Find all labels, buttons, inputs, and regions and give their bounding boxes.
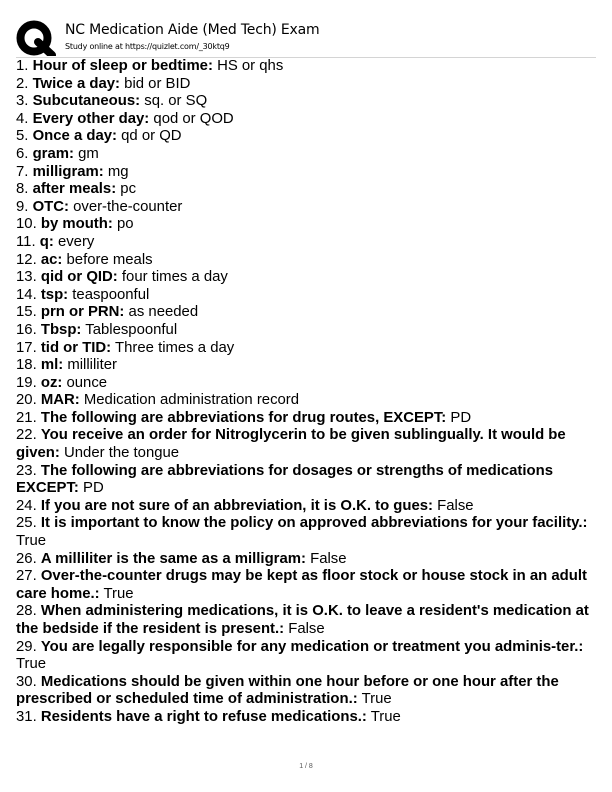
item-term: Twice a day: [32,75,121,92]
item-definition: True [16,656,47,673]
item-definition: pc [120,181,137,198]
list-item [16,515,598,550]
page-number: 1 / 8 [299,763,313,770]
item-definition: True [103,585,134,602]
item-definition: teaspoonful [72,286,150,303]
list-item [16,322,598,340]
item-number: 18. [16,357,37,374]
list-item [16,304,598,322]
item-number: 5. [16,128,29,145]
item-number: 24. [16,497,37,514]
list-item [16,216,598,234]
item-definition: Three times a day [115,339,235,356]
item-number: 28. [16,603,37,620]
item-term: Once a day: [32,128,117,145]
item-term: milligram: [32,163,104,180]
item-term: ac: [40,251,63,268]
list-item [16,146,598,164]
list-item [16,603,598,638]
item-term: When administering medications, it is O.K. to leave a resident's medication at the bedside if the resident is present.: [16,603,589,637]
item-number: 21. [16,409,37,426]
list-item [16,93,598,111]
item-term: Tbsp: [40,321,82,338]
item-number: 13. [16,269,37,286]
item-number: 8. [16,181,29,198]
item-definition: milliliter [67,357,117,374]
item-definition: HS or qhs [217,58,284,74]
item-term: It is important to know the policy on approved abbreviations for your facility.: [40,515,588,532]
item-number: 10. [16,216,37,233]
item-definition: before meals [66,251,153,268]
item-term: by mouth: [40,216,113,233]
item-definition: False [288,621,325,637]
list-item [16,76,598,94]
item-term: after meals: [32,181,117,198]
item-definition: po [116,216,134,233]
item-term: MAR: [40,392,80,409]
quizlet-logo [16,20,56,56]
item-term: A milliliter is the same as a milligram: [40,550,306,567]
item-term: prn or PRN: [40,304,125,321]
item-number: 20. [16,392,37,409]
list-item [16,427,598,462]
item-term: You receive an order for Nitroglycerin to be given sublingually. It would be given: [16,427,566,462]
list-item [16,234,598,252]
item-number: 6. [16,145,29,162]
list-item [16,58,598,76]
item-definition: False [310,550,347,567]
item-definition: True [361,691,392,708]
item-number: 9. [16,198,29,215]
page-header [16,18,596,56]
item-definition: bid or BID [124,75,191,92]
item-number: 2. [16,75,29,92]
item-term: q: [39,233,54,250]
item-number: 3. [16,93,29,110]
item-number: 29. [16,638,37,655]
item-definition: qod or QOD [153,110,234,127]
item-term: Subcutaneous: [32,93,141,110]
item-definition: gm [78,145,99,162]
item-number: 17. [16,339,37,356]
flashcard-list [16,58,598,727]
list-item [16,181,598,199]
item-term: Every other day: [32,110,150,127]
item-definition: PD [83,480,104,497]
list-item [16,340,598,358]
item-term: OTC: [32,198,69,215]
item-term: tid or TID: [40,339,112,356]
item-term: ml: [40,357,64,374]
list-item [16,287,598,305]
list-item [16,269,598,287]
item-definition: ounce [66,374,108,391]
list-item [16,111,598,129]
list-item [16,463,598,498]
list-item [16,164,598,182]
item-term: qid or QID: [40,269,118,286]
item-term: Hour of sleep or bedtime: [32,58,213,74]
item-term: Over-the-counter drugs may be kept as floor stock or house stock in an adult care home.: [16,568,587,602]
item-definition: every [57,233,95,250]
list-item [16,568,598,603]
item-number: 1. [16,58,29,74]
item-definition: over-the-counter [73,198,183,215]
item-definition: Under the tongue [64,445,180,462]
list-item [16,375,598,393]
item-term: The following are abbreviations for dosages or strengths of medications EXCEPT: [16,462,554,497]
list-item [16,252,598,270]
item-definition: PD [450,409,472,426]
list-item [16,357,598,375]
item-term: Residents have a right to refuse medications.: [40,708,367,725]
list-item [16,410,598,428]
item-number: 26. [16,550,37,567]
item-number: 12. [16,251,37,268]
item-number: 16. [16,321,37,338]
item-term: If you are not sure of an abbreviation, it is O.K. to gues: [40,497,434,514]
item-definition: True [370,708,401,725]
item-number: 7. [16,163,29,180]
list-item [16,498,598,516]
item-number: 19. [16,374,37,391]
item-number: 14. [16,286,37,303]
item-term: oz: [40,374,63,391]
list-item [16,674,598,709]
item-number: 30. [16,673,37,690]
item-definition: four times a day [121,269,228,286]
item-number: 22. [16,427,37,444]
item-number: 11. [16,233,36,250]
item-term: Medications should be given within one hour before or one hour after the prescribed or scheduled time of administration.: [16,673,559,708]
item-number: 31. [16,708,37,725]
item-term: You are legally responsible for any medication or treatment you adminis-ter.: [40,638,584,655]
list-item [16,551,598,569]
item-number: 25. [16,515,37,532]
item-number: 23. [16,462,37,479]
item-definition: sq. or SQ [144,93,208,110]
item-term: The following are abbreviations for drug routes, EXCEPT: [40,409,447,426]
item-term: gram: [32,145,74,162]
item-definition: Medication administration record [83,392,300,409]
list-item [16,639,598,674]
item-number: 4. [16,110,29,127]
item-definition: True [16,533,47,550]
list-item [16,199,598,217]
item-definition: qd or QD [121,128,182,145]
list-item [16,709,598,727]
item-definition: Tablespoonful [85,321,178,338]
item-term: tsp: [40,286,69,303]
item-definition: False [437,497,474,514]
document-title: NC Medication Aide (Med Tech) Exam [65,22,320,38]
item-definition: as needed [128,304,199,321]
item-definition: mg [107,163,129,180]
item-number: 15. [16,304,37,321]
list-item [16,392,598,410]
list-item [16,128,598,146]
item-number: 27. [16,568,37,585]
study-online-link[interactable]: Study online at https://quizlet.com/_30ktq9 [65,42,230,51]
